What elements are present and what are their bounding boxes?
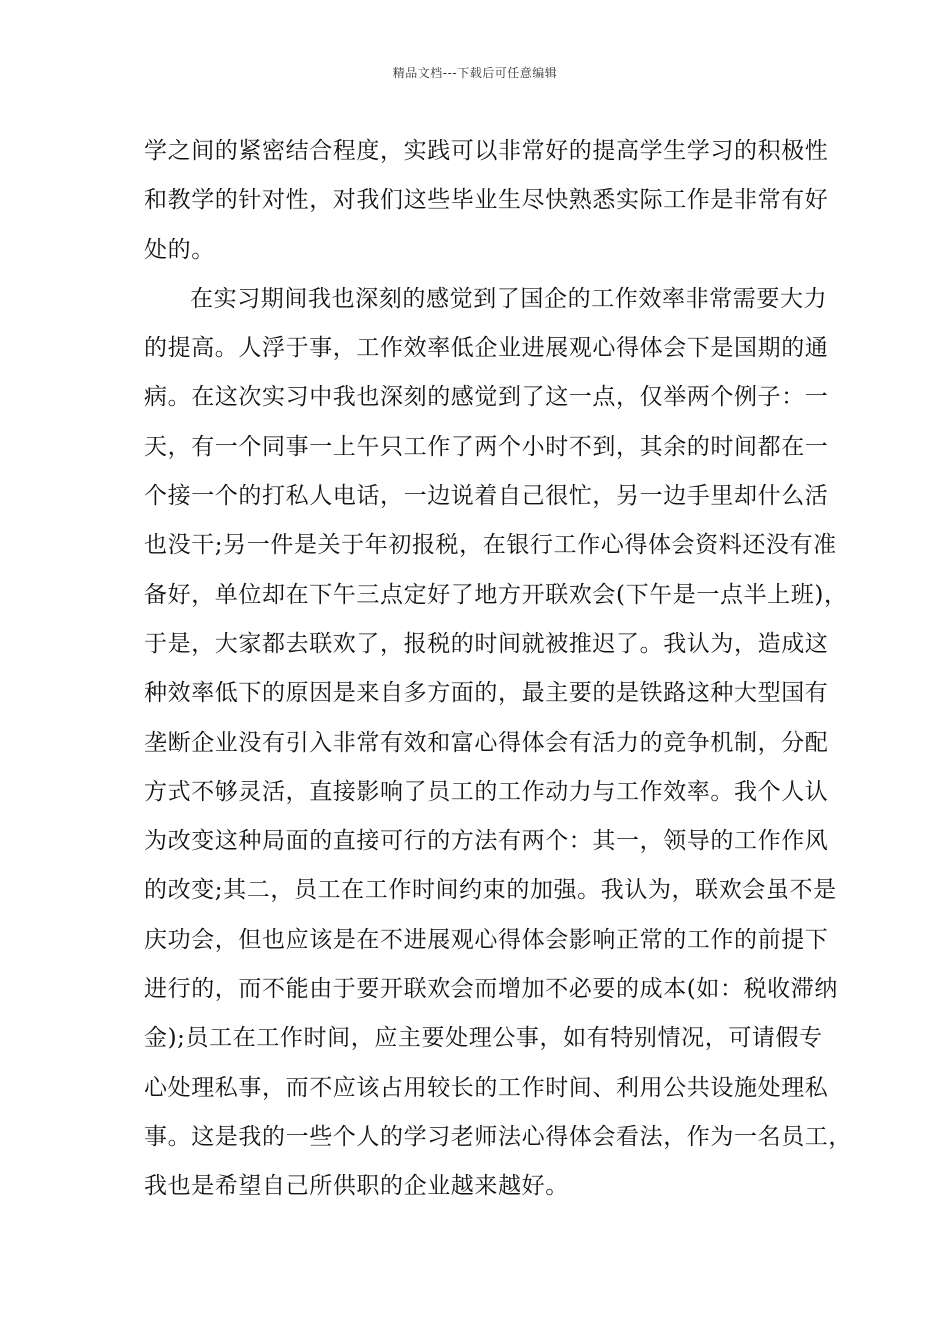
text-line: 我也是希望自己所供职的企业越来越好。 <box>144 1173 569 1200</box>
page-header: 精品文档---下载后可任意编辑 <box>392 66 558 80</box>
text-line: 学之间的紧密结合程度，实践可以非常好的提高学生学习的积极性 <box>144 138 829 164</box>
text-line: 庆功会，但也应该是在不进展观心得体会影响正常的工作的前提下 <box>144 926 829 953</box>
text-line: 事。这是我的一些个人的学习老师法心得体会看法，作为一名员工， <box>144 1123 852 1150</box>
text-line: 心处理私事，而不应该占用较长的工作时间、利用公共设施处理私 <box>144 1074 829 1101</box>
text-line: 金);员工在工作时间，应主要处理公事，如有特别情况，可请假专 <box>144 1025 823 1052</box>
text-line: 的提高。人浮于事，工作效率低企业进展观心得体会下是国期的通 <box>144 335 829 362</box>
text-line: 垄断企业没有引入非常有效和富心得体会有活力的竞争机制，分配 <box>144 729 829 756</box>
text-line: 为改变这种局面的直接可行的方法有两个：其一，领导的工作作风 <box>144 828 829 855</box>
text-line: 备好，单位却在下午三点定好了地方开联欢会(下午是一点半上班)， <box>144 581 848 608</box>
text-line: 进行的，而不能由于要开联欢会而增加不必要的成本(如：税收滞纳 <box>144 976 838 1003</box>
text-line: 于是，大家都去联欢了，报税的时间就被推迟了。我认为，造成这 <box>144 630 829 657</box>
text-line: 种效率低下的原因是来自多方面的，最主要的是铁路这种大型国有 <box>144 680 829 707</box>
text-line: 的改变;其二，员工在工作时间约束的加强。我认为，联欢会虽不是 <box>144 877 837 904</box>
text-line: 处的。 <box>144 236 215 263</box>
document-body <box>144 127 852 1212</box>
text-line: 在实习期间我也深刻的感觉到了国企的工作效率非常需要大力 <box>190 285 828 312</box>
text-line: 也没干;另一件是关于年初报税，在银行工作心得体会资料还没有准 <box>144 532 837 559</box>
text-line: 天，有一个同事一上午只工作了两个小时不到，其余的时间都在一 <box>144 433 829 460</box>
text-line: 和教学的针对性，对我们这些毕业生尽快熟悉实际工作是非常有好 <box>144 187 829 214</box>
text-line: 病。在这次实习中我也深刻的感觉到了这一点，仅举两个例子：一 <box>144 384 829 411</box>
text-line: 方式不够灵活，直接影响了员工的工作动力与工作效率。我个人认 <box>144 778 829 805</box>
text-line: 个接一个的打私人电话，一边说着自己很忙，另一边手里却什么活 <box>144 483 829 510</box>
